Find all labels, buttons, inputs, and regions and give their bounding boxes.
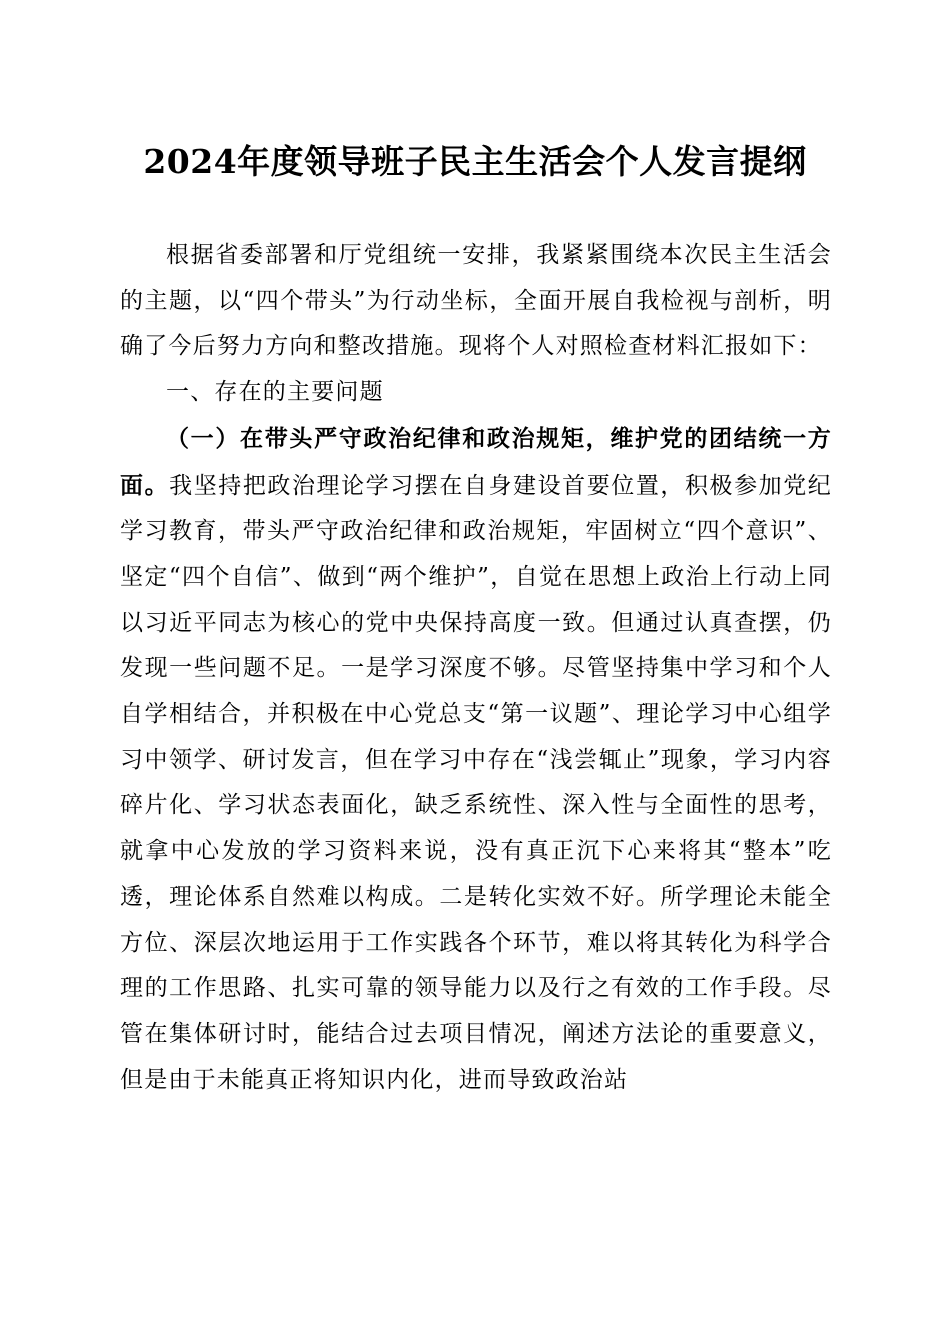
subsection-body: 我坚持把政治理论学习摆在自身建设首要位置，积极参加党纪学习教育，带头严守政治纪律和政治规矩，牢固树立“四个意识”、坚定“四个自信”、做到“两个维护”，自觉在思想上政治上行动上同以习近平同志为核心的党中央保持高度一致。但通过认真查摆，仍发现一些问题不足。一是学习深度不够。尽管坚持集中学习和个人自学相结合，并积极在中心党总支“第一议题”、理论学习中心组学习中领学、研讨发言，但在学习中存在“浅尝辄止”现象，学习内容碎片化、学习状态表面化，缺乏系统性、深入性与全面性的思考，就拿中心发放的学习资料来说，没有真正沉下心来将其“整本”吃透，理论体系自然难以构成。二是转化实效不好。所学理论未能全方位、深层次地运用于工作实践各个环节，难以将其转化为科学合理的工作思路、扎实可靠的领导能力以及行之有效的工作手段。尽管在集体研讨时，能结合过去项目情况，阐述方法论的重要意义，但是由于未能真正将知识内化，进而导致政治站 (120, 472, 833, 1093)
document-title: 2024年度领导班子民主生活会个人发言提纲 (143, 142, 807, 181)
document-body (120, 233, 832, 1103)
subsection-paragraph-political-discipline (120, 416, 832, 1104)
subsection-label: （一）在带头严守政治纪律和政治规矩，维护党的团结统一方面。 (120, 424, 832, 499)
intro-paragraph: 根据省委部署和厅党组统一安排，我紧紧围绕本次民主生活会的主题，以“四个带头”为行动坐标，全面开展自我检视与剖析，明确了今后努力方向和整改措施。现将个人对照检查材料汇报如下： (120, 242, 832, 360)
section-heading-existing-problems: 一、存在的主要问题 (166, 379, 384, 406)
